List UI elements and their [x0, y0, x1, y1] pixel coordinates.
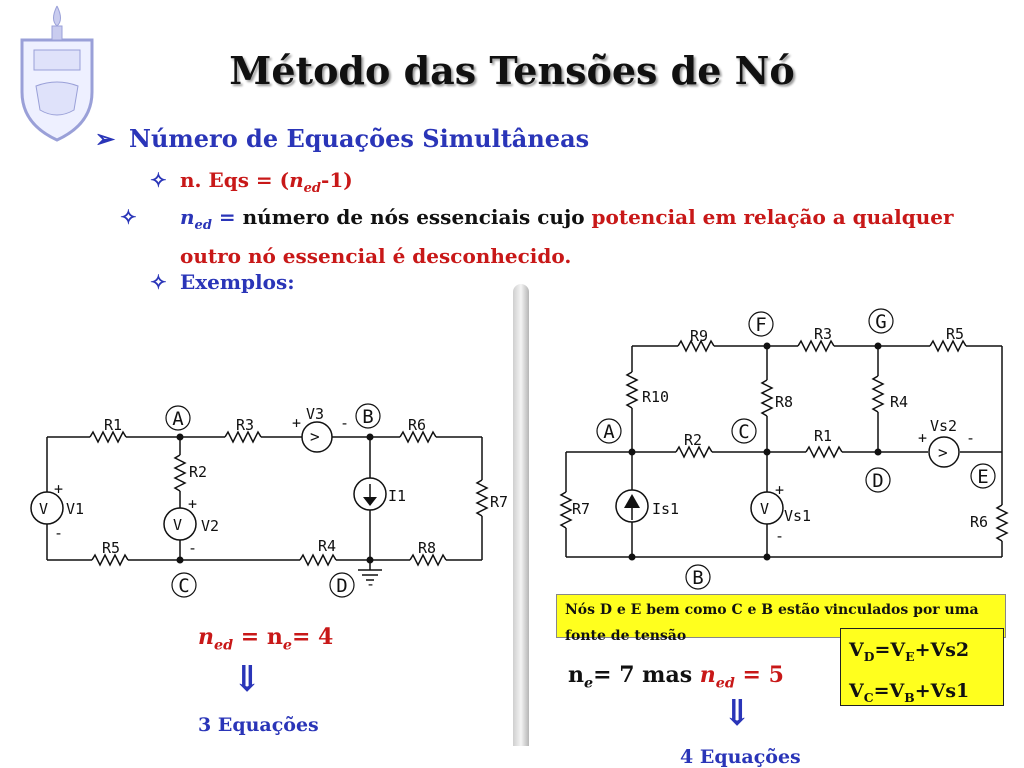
svg-text:R10: R10: [642, 388, 670, 406]
svg-text:R2: R2: [189, 463, 208, 481]
bullet-main: [95, 124, 589, 153]
svg-text:R1: R1: [814, 427, 833, 445]
svg-text:R4: R4: [318, 537, 337, 555]
svg-text:C: C: [178, 575, 190, 597]
svg-text:R5: R5: [102, 539, 121, 557]
svg-text:V: V: [39, 500, 49, 518]
svg-text:+: +: [54, 480, 64, 498]
constraint-equation-1: $V_D=V_E+Vs2$: [849, 639, 970, 664]
svg-text:Vs2: Vs2: [930, 417, 958, 435]
note-box: Nós D e E bem como C e B estão vinculados por uma fonte de tensão: [556, 594, 1006, 638]
sub-bullet-neqs: ✧ n. Eqs = $(n_{ed}-1)$: [150, 168, 353, 196]
svg-text:-: -: [966, 429, 976, 447]
svg-text:D: D: [872, 470, 884, 492]
down-arrow-icon: ⇓: [722, 692, 753, 734]
sub-bullet-definition: ✧ $n_{ed}$ = número de nós essenciais cujo potencial em relação a qualquer outro nó essencial é desconhecido.: [150, 202, 1000, 271]
constraint-equation-2: $V_C=V_B+Vs1$: [849, 679, 970, 705]
svg-text:-: -: [188, 539, 198, 557]
svg-text:Vs1: Vs1: [784, 507, 812, 525]
svg-text:V3: V3: [306, 405, 325, 423]
svg-text:D: D: [336, 575, 348, 597]
arrow-bullet-icon: ➢: [95, 124, 116, 153]
svg-text:V: V: [173, 516, 183, 534]
svg-text:R7: R7: [572, 500, 591, 518]
svg-text:+: +: [292, 414, 302, 432]
svg-text:>: >: [310, 427, 320, 446]
svg-text:R7: R7: [490, 493, 509, 511]
svg-text:R4: R4: [890, 393, 909, 411]
svg-text:B: B: [362, 406, 374, 428]
right-equations-count: 4 Equações: [680, 746, 801, 768]
svg-text:+: +: [775, 481, 785, 499]
svg-text:+: +: [918, 429, 928, 447]
bullet-main-text: Número de Equações Simultâneas: [129, 124, 590, 153]
star-bullet-icon: ✧: [120, 205, 137, 229]
left-circuit-diagram: [30, 400, 520, 610]
svg-text:-: -: [54, 524, 64, 542]
svg-text:G: G: [875, 311, 887, 333]
page-title: Método das Tensões de Nó: [229, 48, 795, 93]
svg-text:B: B: [692, 567, 704, 589]
svg-text:R6: R6: [970, 513, 989, 531]
svg-text:I1: I1: [388, 487, 407, 505]
star-bullet-icon: ✧: [150, 168, 167, 192]
svg-text:R9: R9: [690, 327, 709, 345]
left-equations-count: 3 Equações: [198, 714, 319, 736]
vertical-divider: [513, 284, 529, 746]
svg-text:C: C: [738, 421, 750, 443]
svg-text:V1: V1: [66, 500, 85, 518]
svg-text:R6: R6: [408, 416, 427, 434]
svg-text:R8: R8: [775, 393, 794, 411]
svg-text:R3: R3: [236, 416, 255, 434]
svg-text:Is1: Is1: [652, 500, 680, 518]
svg-text:E: E: [977, 466, 989, 488]
svg-text:-: -: [340, 414, 350, 432]
star-bullet-icon: ✧: [150, 270, 167, 294]
sub-bullet-examples: ✧ Exemplos:: [150, 270, 295, 294]
svg-text:>: >: [938, 443, 948, 462]
right-circuit-diagram: [550, 300, 1024, 592]
down-arrow-icon: ⇓: [232, 658, 263, 700]
svg-text:A: A: [172, 408, 184, 430]
svg-text:F: F: [755, 314, 767, 336]
svg-text:R5: R5: [946, 325, 965, 343]
left-result: $n_{ed} = n_e= 4$: [198, 624, 334, 654]
svg-text:R1: R1: [104, 416, 123, 434]
svg-text:R3: R3: [814, 325, 833, 343]
svg-text:A: A: [603, 421, 615, 443]
svg-text:R8: R8: [418, 539, 437, 557]
constraint-equations-box: [840, 628, 1004, 706]
right-result: $n_e= 7$ mas $n_{ed} = 5$: [568, 662, 784, 692]
svg-text:-: -: [775, 527, 785, 545]
svg-text:-: -: [366, 575, 376, 593]
svg-text:V: V: [760, 500, 770, 518]
svg-text:R2: R2: [684, 431, 703, 449]
svg-text:V2: V2: [201, 517, 220, 535]
svg-text:+: +: [188, 495, 198, 513]
